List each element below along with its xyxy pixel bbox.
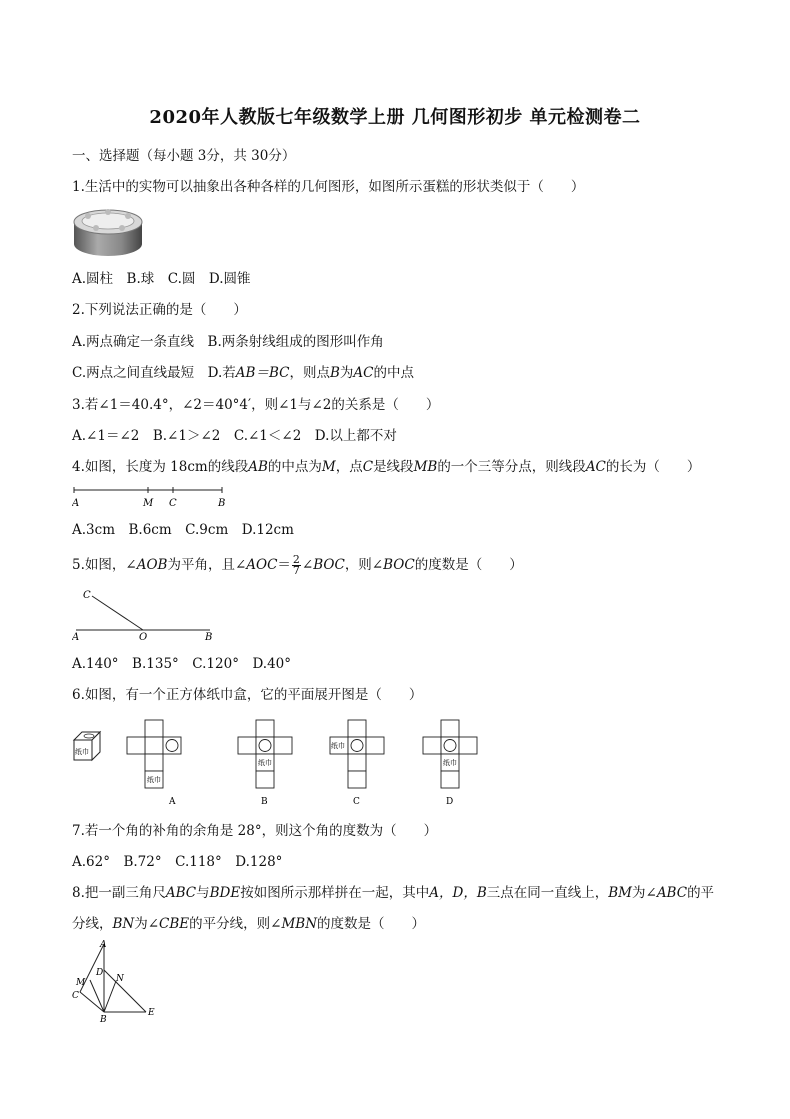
q2-stem: 2.下列说法正确的是（ ） bbox=[72, 302, 247, 318]
q8-adb: A，D，B bbox=[429, 885, 487, 901]
q8-l2c: 的平分线，则∠ bbox=[189, 916, 282, 932]
q5-fraction bbox=[292, 555, 301, 576]
q5-label-c: C bbox=[83, 590, 91, 601]
q8-l2a: 分线， bbox=[72, 916, 113, 932]
choice-a: A bbox=[169, 797, 176, 807]
q8-label-a: A bbox=[100, 940, 107, 950]
q4-label-b: B bbox=[218, 498, 226, 509]
q4-stem-c: ，点 bbox=[335, 459, 363, 475]
q5-angle: ∠ bbox=[301, 557, 314, 573]
q4-segment-diagram bbox=[72, 484, 232, 510]
net-a-label: 纸巾 bbox=[147, 776, 161, 784]
section-heading: 一、选择题（每小题 3分，共 30分） bbox=[72, 148, 296, 164]
q5-angle-diagram bbox=[72, 586, 222, 642]
q8-stem-line2 bbox=[72, 915, 425, 933]
q5-stem-d: 的度数是（ ） bbox=[414, 557, 523, 573]
q4-stem-e: 的一个三等分点，则线段 bbox=[437, 459, 586, 475]
q5-label-a: A bbox=[72, 632, 80, 642]
net-c bbox=[330, 720, 384, 788]
q8-abc: ABC bbox=[165, 885, 197, 901]
q5-stem-a: 5.如图，∠ bbox=[72, 557, 137, 573]
q4-label-c: C bbox=[169, 498, 177, 509]
choice-d: D bbox=[446, 797, 454, 807]
q2-options-ab: A.两点确定一条直线 B.两条射线组成的图形叫作角 bbox=[72, 334, 384, 350]
q5-frac-den: 7 bbox=[292, 564, 300, 577]
q2-is: 为 bbox=[339, 365, 354, 381]
net-d-label: 纸巾 bbox=[443, 759, 457, 767]
q8-l2b: 为∠ bbox=[134, 916, 160, 932]
q4-mb: MB bbox=[413, 459, 438, 475]
q8-bn: BN bbox=[112, 916, 135, 932]
q8-l1d: 三点在同一直线上， bbox=[486, 885, 609, 901]
q8-cbe: CBE bbox=[159, 916, 190, 932]
choice-b: B bbox=[261, 797, 268, 807]
q4-label-m: M bbox=[143, 498, 154, 509]
q8-label-c: C bbox=[72, 991, 79, 1001]
q8-l1a: 8.把一副三角尺 bbox=[72, 885, 166, 901]
q8-l2d: 的度数是（ ） bbox=[317, 916, 426, 932]
q3-stem: 3.若∠1＝40.4°，∠2＝40°4′，则∠1与∠2的关系是（ ） bbox=[72, 397, 440, 413]
tissue-box-cube bbox=[74, 732, 100, 760]
q4-label-a: A bbox=[72, 498, 80, 509]
q5-aob: AOB bbox=[136, 557, 168, 573]
q5-boc: BOC bbox=[313, 557, 345, 573]
q2-then: ，则点 bbox=[289, 365, 330, 381]
q5-label-b: B bbox=[205, 632, 213, 642]
q5-stem bbox=[72, 555, 523, 576]
q2-option-c: C.两点之间直线最短 D.若 bbox=[72, 365, 236, 381]
q6-net-diagrams bbox=[72, 712, 492, 812]
q5-options: A.140° B.135° C.120° D.40° bbox=[72, 656, 292, 672]
q2-options-cd bbox=[72, 364, 414, 382]
net-b-label: 纸巾 bbox=[258, 759, 272, 767]
q8-mbn: MBN bbox=[281, 916, 318, 932]
net-c-label: 纸巾 bbox=[331, 742, 345, 750]
q8-bm: BM bbox=[608, 885, 632, 901]
q4-stem-f: 的长为（ ） bbox=[605, 459, 701, 475]
q8-label-m: M bbox=[76, 978, 86, 988]
q8-triangle-diagram bbox=[68, 940, 158, 1024]
q8-l1f: 的平 bbox=[687, 885, 715, 901]
q2-point-b: B bbox=[329, 365, 340, 381]
q8-label-n: N bbox=[116, 974, 124, 984]
q4-m: M bbox=[321, 459, 336, 475]
q8-abc2: ABC bbox=[656, 885, 688, 901]
q4-stem-a: 4.如图，长度为 18cm的线段 bbox=[72, 459, 249, 475]
q8-l1b: 与 bbox=[196, 885, 210, 901]
q2-midpoint: 的中点 bbox=[373, 365, 414, 381]
q4-stem-d: 是线段 bbox=[373, 459, 414, 475]
cake-image bbox=[72, 200, 144, 262]
q8-l1c: 按如图所示那样拼在一起，其中 bbox=[240, 885, 430, 901]
q5-label-o: O bbox=[139, 632, 148, 642]
q4-options: A.3cm B.6cm C.9cm D.12cm bbox=[72, 522, 294, 538]
q8-label-d: D bbox=[96, 968, 104, 978]
q4-stem bbox=[72, 458, 700, 476]
q4-ab: AB bbox=[248, 459, 268, 475]
q8-bde: BDE bbox=[209, 885, 241, 901]
q4-stem-b: 的中点为 bbox=[267, 459, 322, 475]
q5-stem-c: ，则∠ bbox=[344, 557, 384, 573]
net-d bbox=[423, 720, 477, 788]
page-title: 2020年人教版七年级数学上册 几何图形初步 单元检测卷二 bbox=[149, 107, 641, 128]
q5-aoc: AOC bbox=[246, 557, 278, 573]
q8-l1e: 为∠ bbox=[632, 885, 657, 901]
choice-c: C bbox=[353, 797, 360, 807]
q7-options: A.62° B.72° C.118° D.128° bbox=[72, 854, 283, 870]
q2-ab-eq-bc: AB＝BC bbox=[235, 365, 290, 381]
q5-boc2: BOC bbox=[383, 557, 415, 573]
q4-ac: AC bbox=[585, 459, 606, 475]
q1-options: A.圆柱 B.球 C.圆 D.圆锥 bbox=[72, 271, 251, 287]
q8-stem-line1 bbox=[72, 884, 714, 902]
q6-stem: 6.如图，有一个正方体纸巾盒，它的平面展开图是（ ） bbox=[72, 687, 423, 703]
q8-label-e: E bbox=[148, 1008, 155, 1018]
q2-ac: AC bbox=[353, 365, 374, 381]
q3-options: A.∠1＝∠2 B.∠1＞∠2 C.∠1＜∠2 D.以上都不对 bbox=[72, 428, 397, 444]
q1-stem: 1.生活中的实物可以抽象出各种各样的几何图形，如图所示蛋糕的形状类似于（ ） bbox=[72, 179, 585, 195]
q7-stem: 7.若一个角的补角的余角是 28°，则这个角的度数为（ ） bbox=[72, 823, 438, 839]
q5-stem-b: 为平角，且∠ bbox=[167, 557, 247, 573]
net-b bbox=[238, 720, 292, 788]
cube-label: 纸巾 bbox=[75, 748, 89, 756]
q5-eq: ＝ bbox=[277, 557, 291, 573]
q5-frac-num: 2 bbox=[292, 553, 300, 566]
q4-c: C bbox=[362, 459, 374, 475]
q8-label-b: B bbox=[100, 1015, 107, 1024]
